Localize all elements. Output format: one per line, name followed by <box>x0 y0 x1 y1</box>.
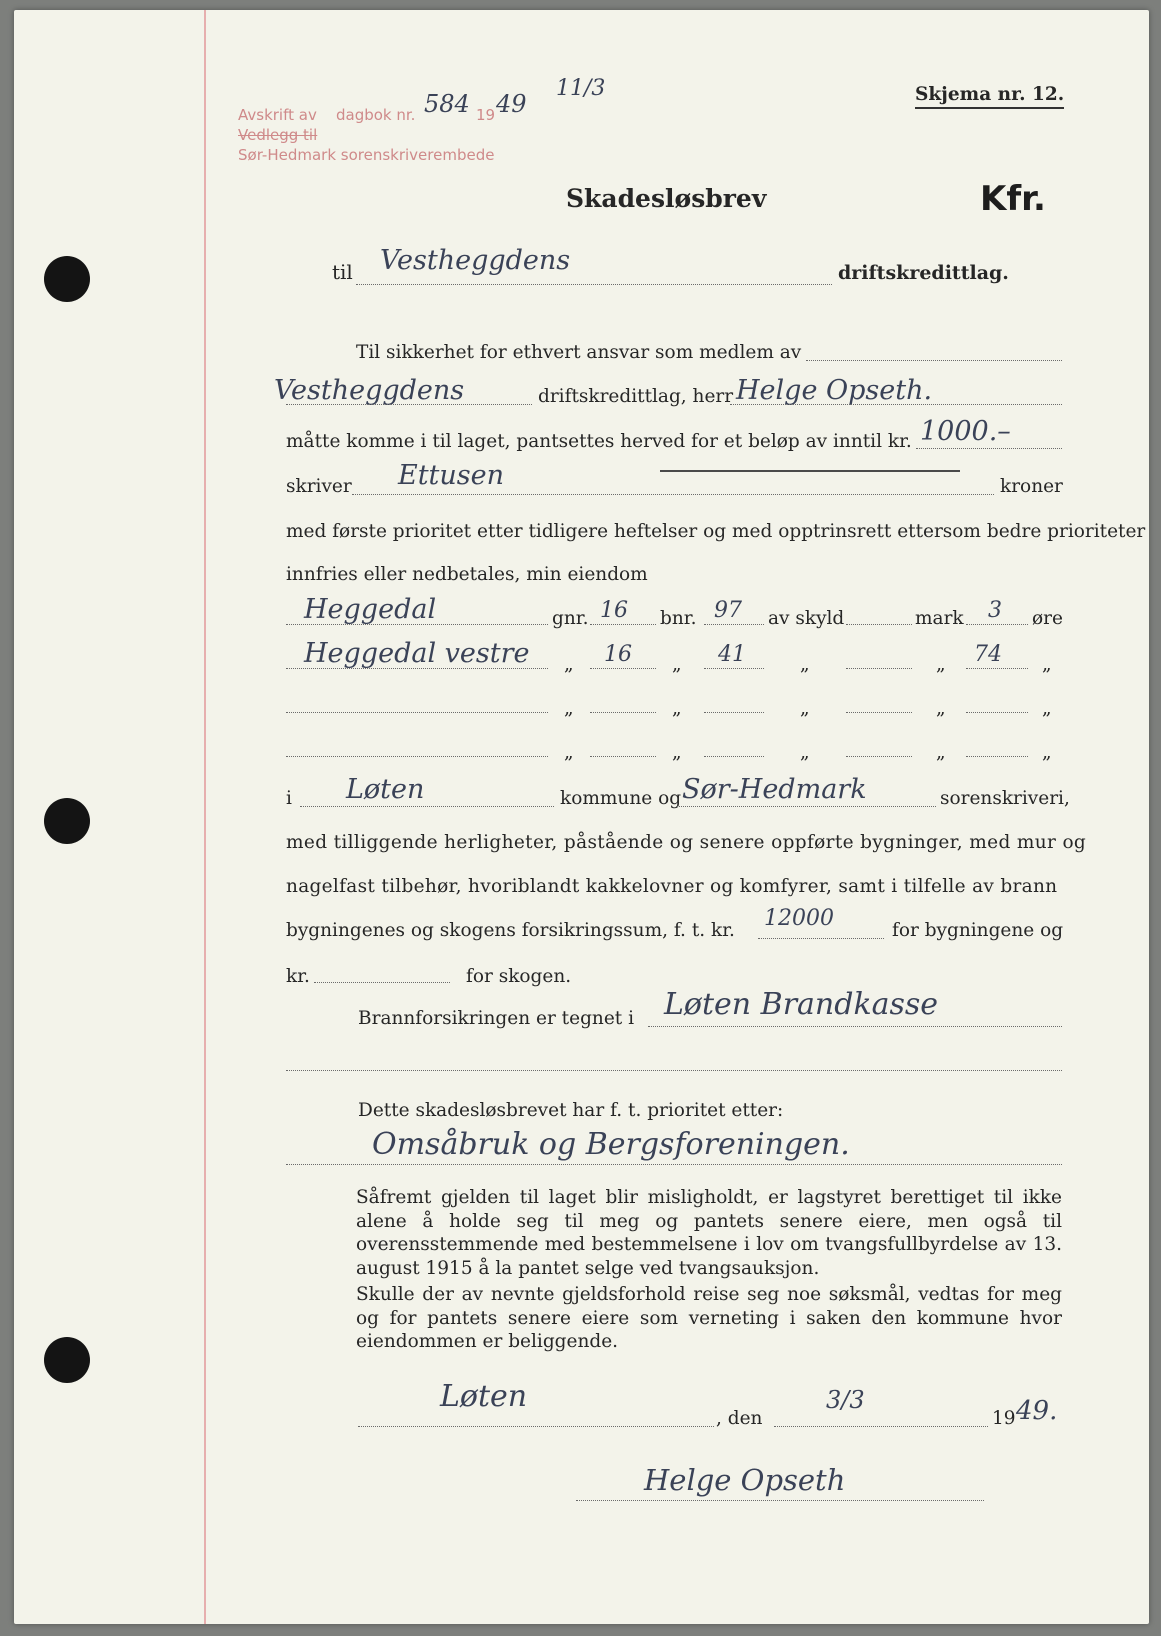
fill-line <box>704 756 764 757</box>
hw-gnr: 16 <box>600 598 628 623</box>
appurtenance-line-3a: bygningenes og skogens forsikringssum, f. t. kr. <box>286 920 735 941</box>
ore-label: øre <box>1032 608 1063 629</box>
hw-journal-date: 11/3 <box>556 76 606 101</box>
gnr-label: gnr. <box>552 608 589 629</box>
ditto-mark: „ <box>564 698 574 719</box>
punch-hole <box>44 256 90 302</box>
hw-bnr: 41 <box>718 642 746 667</box>
signing-den: , den <box>716 1408 763 1429</box>
fill-line <box>286 1070 1062 1071</box>
hw-journal-number: 584 <box>424 90 470 118</box>
ditto-mark: „ <box>800 742 810 763</box>
hw-gnr: 16 <box>604 642 632 667</box>
prior-text: Dette skadesløsbrevet har f. t. prioritet etter: <box>358 1100 784 1121</box>
fill-line <box>846 624 912 625</box>
document-page <box>14 10 1149 1624</box>
page-title: Skadesløsbrev <box>566 184 767 213</box>
fill-line <box>704 668 764 669</box>
hw-signing-date: 3/3 <box>826 1386 865 1414</box>
hw-insurance-sum: 12000 <box>764 906 834 931</box>
fill-line <box>846 712 912 713</box>
ditto-mark: „ <box>672 742 682 763</box>
hw-journal-year: 49 <box>496 90 527 118</box>
priority-line-2: innfries eller nedbetales, min eiendom <box>286 564 648 585</box>
to-prefix: til <box>332 260 353 284</box>
punch-hole <box>44 798 90 844</box>
appurtenance-line-1: med tilliggende herligheter, påstående og senere oppførte bygninger, med mur og <box>286 832 1087 853</box>
fill-line <box>966 624 1028 625</box>
fill-line <box>286 1164 1062 1165</box>
amount-skriver: skriver <box>286 476 352 497</box>
fill-line <box>966 756 1028 757</box>
legal-paragraph-2: Skulle der av nevnte gjeldsforhold reise seg noe søksmål, vedtas for meg og for pantets senere eiere som verneting i saken den kommune hvor eiendommen er beliggende. <box>356 1284 1062 1352</box>
hw-member-name: Helge Opseth. <box>736 375 933 406</box>
hw-signature: Helge Opseth <box>644 1463 846 1497</box>
fill-line <box>758 938 884 939</box>
fill-line <box>846 756 912 757</box>
hw-sorenskriveri: Sør-Hedmark <box>682 774 867 805</box>
fill-line <box>590 712 656 713</box>
location-i: i <box>286 788 292 809</box>
ditto-mark: „ <box>672 654 682 675</box>
ditto-mark: „ <box>800 654 810 675</box>
appurtenance-line-4a: kr. <box>286 966 310 987</box>
margin-line <box>204 10 206 1624</box>
fill-line <box>704 712 764 713</box>
member-intro: Til sikkerhet for ethvert ansvar som medlem av <box>356 342 802 363</box>
stamp-dagbok: dagbok nr. <box>336 106 416 124</box>
fill-line <box>356 284 832 285</box>
fill-line <box>286 624 548 625</box>
fill-line <box>314 982 450 983</box>
signing-year-prefix: 19 <box>992 1408 1016 1429</box>
fill-line <box>916 448 1062 449</box>
stamp-office: Sør-Hedmark sorenskriverembede <box>238 146 495 164</box>
legal-paragraph-1: Såfremt gjelden til laget blir misligholdt, er lagstyret berettiget til ikke alene å holde seg til meg og pantets senere eiere, men også til overensstemmende med bestemmelsene i lov om tvangsfullbyrdelse av 13. august 1915 å la pantet selge ved tvangsauksjon. <box>356 1187 1062 1279</box>
ditto-mark: „ <box>936 698 946 719</box>
hw-ore: 74 <box>974 642 1002 667</box>
fill-line <box>806 360 1062 361</box>
fill-line <box>286 668 548 669</box>
to-suffix: driftskredittlag. <box>838 262 1009 284</box>
fill-line <box>286 404 532 405</box>
ditto-mark: „ <box>1042 654 1052 675</box>
fill-line <box>300 806 554 807</box>
fill-line <box>966 668 1028 669</box>
fill-line <box>590 668 656 669</box>
fill-line <box>676 806 936 807</box>
fill-line <box>966 712 1028 713</box>
ditto-mark: „ <box>564 742 574 763</box>
insurance-text: Brannforsikringen er tegnet i <box>358 1008 635 1029</box>
fill-line <box>846 668 912 669</box>
stamp-vedlegg: Vedlegg til <box>238 126 318 144</box>
hw-kommune: Løten <box>346 774 425 805</box>
hw-signing-year: 49. <box>1016 1396 1058 1426</box>
hw-property-name: Heggedal vestre <box>304 638 530 669</box>
fill-line <box>730 404 1062 405</box>
hw-property-name: Heggedal <box>304 594 437 625</box>
appurtenance-line-4b: for skogen. <box>466 966 572 987</box>
stamp-avskrift: Avskrift av <box>238 106 317 124</box>
location-sorenskriveri: sorenskriveri, <box>940 788 1070 809</box>
hw-signing-place: Løten <box>440 1379 528 1414</box>
hw-amount: 1000.– <box>920 416 1011 447</box>
fill-line <box>358 1426 714 1427</box>
ditto-mark: „ <box>936 654 946 675</box>
appurtenance-line-3b: for bygningene og <box>892 920 1064 941</box>
form-number: Skjema nr. 12. <box>915 86 1064 109</box>
ditto-mark: „ <box>800 698 810 719</box>
stroke-line <box>660 470 960 472</box>
reference-mark: Kfr. <box>980 179 1046 219</box>
hw-ore: 3 <box>988 598 1002 623</box>
fill-line <box>286 712 548 713</box>
amount-text: måtte komme i til laget, pantsettes herved for et beløp av inntil kr. <box>286 431 912 452</box>
fill-line <box>590 624 656 625</box>
fill-line <box>286 756 548 757</box>
mark-label: mark <box>915 608 964 629</box>
ditto-mark: „ <box>1042 698 1052 719</box>
fill-line <box>590 756 656 757</box>
hw-amount-words: Ettusen <box>398 460 505 491</box>
amount-kroner: kroner <box>1000 476 1063 497</box>
fill-line <box>774 1426 988 1427</box>
punch-hole <box>44 1337 90 1383</box>
priority-line-1: med første prioritet etter tidligere heftelser og med opptrinsrett ettersom bedre prioriteter <box>286 521 1146 542</box>
hw-bnr: 97 <box>714 598 742 623</box>
hw-prior-text: Omsåbruk og Bergsforeningen. <box>372 1127 850 1162</box>
ditto-mark: „ <box>936 742 946 763</box>
member-mid: driftskredittlag, herr <box>538 386 734 407</box>
skyld-label: av skyld <box>768 608 845 629</box>
hw-member-lag: Vestheggdens <box>274 375 465 406</box>
stamp-year-prefix: 19 <box>476 106 496 124</box>
fill-line <box>648 1026 1062 1027</box>
signature-line <box>576 1500 984 1501</box>
fill-line <box>704 624 764 625</box>
ditto-mark: „ <box>1042 742 1052 763</box>
hw-insurance-company: Løten Brandkasse <box>664 987 939 1022</box>
appurtenance-line-2: nagelfast tilbehør, hvoriblandt kakkelovner og komfyrer, samt i tilfelle av brann <box>286 876 1058 897</box>
fill-line <box>352 494 994 495</box>
ditto-mark: „ <box>564 654 574 675</box>
location-kommune-og: kommune og <box>560 788 682 809</box>
hw-lag-name: Vestheggdens <box>380 245 571 276</box>
ditto-mark: „ <box>672 698 682 719</box>
bnr-label: bnr. <box>660 608 697 629</box>
